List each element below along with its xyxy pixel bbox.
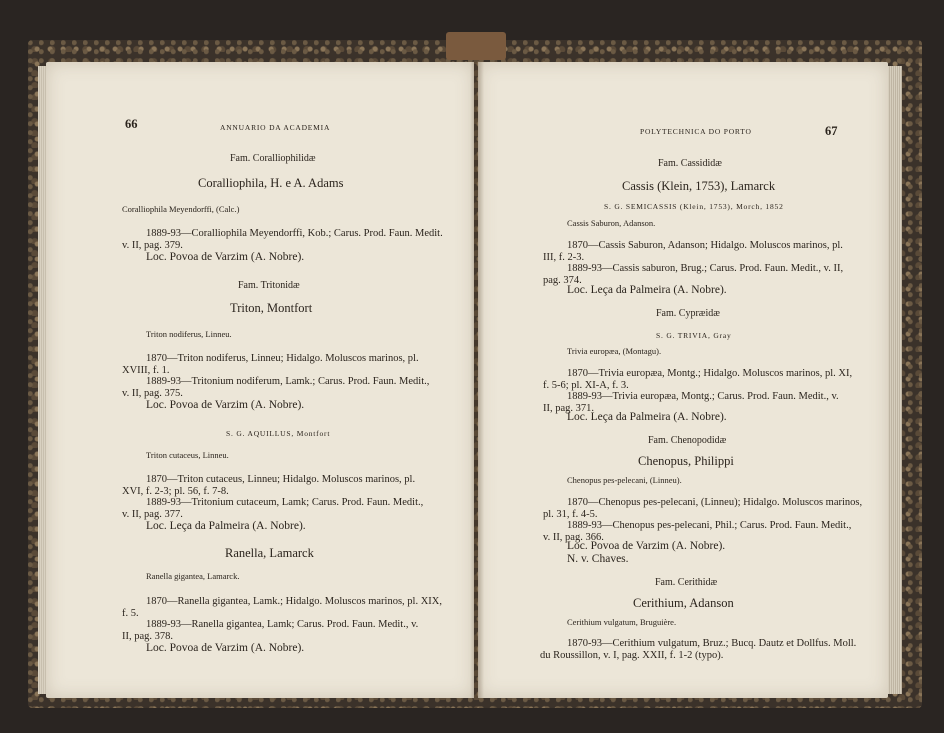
right-page-line: Fam. Cypræidæ [656, 308, 720, 319]
left-page-line: Loc. Povoa de Varzim (A. Nobre). [146, 642, 305, 654]
left-page-line: Triton, Montfort [230, 301, 313, 315]
right-page-line: Chenopus pes-pelecani, (Linneu). [567, 475, 682, 485]
right-page-line: 1889-93—Cassis saburon, Brug.; Carus. Prod. Faun. Medit., v. II, [567, 263, 844, 274]
left-page-line: XVI, f. 2-3; pl. 56, f. 7-8. [122, 486, 229, 497]
right-page-line: 1870—Cassis Saburon, Adanson; Hidalgo. Moluscos marinos, pl. [567, 240, 843, 251]
left-page-line: Loc. Povoa de Varzim (A. Nobre). [146, 399, 305, 411]
right-page-number: 67 [825, 124, 838, 138]
right-page-line: Cassis (Klein, 1753), Lamarck [622, 179, 776, 193]
right-page-line: II, pag. 371. [543, 403, 595, 414]
right-page-line: S. G. TRIVIA, Gray [656, 331, 732, 340]
left-page-line: Coralliophila Meyendorffi, (Calc.) [122, 204, 240, 214]
right-page-line: Cerithium vulgatum, Bruguière. [567, 617, 677, 627]
left-page-line: 1889-93—Tritonium nodiferum, Lamk.; Carus. Prod. Faun. Medit., [146, 376, 430, 387]
right-page-line: 1870—Chenopus pes-pelecani, (Linneu); Hidalgo. Moluscos marinos, [567, 497, 863, 508]
right-page-line: Loc. Leça da Palmeira (A. Nobre). [567, 411, 727, 423]
right-page-line: 1870—Trivia europæa, Montg.; Hidalgo. Moluscos marinos, pl. XI, [567, 368, 853, 379]
left-page-number: 66 [125, 117, 138, 131]
left-page-line: v. II, pag. 379. [122, 240, 183, 251]
right-page-line: pag. 374. [543, 275, 582, 286]
page-edges-right [886, 66, 902, 694]
left-page-line: 1889-93—Ranella gigantea, Lamk; Carus. Prod. Faun. Medit., v. [146, 619, 419, 630]
left-running-head: ANNUARIO DA ACADEMIA [220, 123, 331, 132]
left-page-line: II, pag. 378. [122, 631, 174, 642]
right-page-line: S. G. SEMICASSIS (Klein, 1753), Morch, 1852 [604, 202, 784, 211]
left-page-line: v. II, pag. 377. [122, 509, 183, 520]
left-page-line: v. II, pag. 375. [122, 388, 183, 399]
right-page-line: III, f. 2-3. [543, 252, 585, 263]
right-page-line: 1889-93—Trivia europæa, Montg.; Carus. Prod. Faun. Medit., v. [567, 391, 839, 402]
left-page-line: S. G. AQUILLUS, Montfort [226, 429, 331, 438]
right-page-line: Cassis Saburon, Adanson. [567, 218, 656, 228]
right-page-line: Loc. Leça da Palmeira (A. Nobre). [567, 284, 727, 296]
book-gutter [470, 62, 484, 698]
left-page-line: 1870—Ranella gigantea, Lamk.; Hidalgo. Moluscos marinos, pl. XIX, [146, 596, 442, 607]
left-page-line: Fam. Tritonidæ [238, 280, 300, 291]
left-page-line: 1889-93—Coralliophila Meyendorffi, Kob.; Carus. Prod. Faun. Medit. [146, 228, 443, 239]
left-page-line: Triton cutaceus, Linneu. [146, 450, 229, 460]
left-page-line: XVIII, f. 1. [122, 365, 170, 376]
right-page-line: Cerithium, Adanson [633, 596, 734, 610]
right-page-line: 1870-93—Cerithium vulgatum, Bruz.; Bucq. Dautz et Dollfus. Moll. [567, 638, 857, 649]
right-page-line: 1889-93—Chenopus pes-pelecani, Phil.; Carus. Prod. Faun. Medit., [567, 520, 852, 531]
right-page-line: f. 5-6; pl. XI-A, f. 3. [543, 380, 629, 391]
book-spine [446, 32, 506, 60]
right-page-line: N. v. Chaves. [567, 553, 629, 565]
right-running-head: POLYTECHNICA DO PORTO [640, 127, 752, 136]
right-page-line: Fam. Cassididæ [658, 158, 722, 169]
left-page-line: Coralliophila, H. e A. Adams [198, 176, 344, 190]
left-page-line: Fam. Coralliophilidæ [230, 153, 316, 164]
right-page-line: pl. 31, f. 4-5. [543, 509, 598, 520]
left-page-line: Ranella, Lamarck [225, 546, 314, 560]
right-page-line: Trivia europæa, (Montagu). [567, 346, 662, 356]
left-page-line: 1889-93—Tritonium cutaceum, Lamk; Carus. Prod. Faun. Medit., [146, 497, 424, 508]
left-page-line: Loc. Leça da Palmeira (A. Nobre). [146, 520, 306, 532]
left-page-line: f. 5. [122, 608, 139, 619]
right-page-line: Fam. Chenopodidæ [648, 435, 727, 446]
right-page-line: Chenopus, Philippi [638, 454, 734, 468]
left-page-line: 1870—Triton cutaceus, Linneu; Hidalgo. Moluscos marinos, pl. [146, 474, 416, 485]
left-page-line: 1870—Triton nodiferus, Linneu; Hidalgo. Moluscos marinos, pl. [146, 353, 419, 364]
left-page-line: Triton nodiferus, Linneu. [146, 329, 232, 339]
right-page-line: Loc. Povoa de Varzim (A. Nobre). [567, 540, 726, 552]
right-page-line: v. II, pag. 366. [543, 532, 604, 543]
left-page-line: Loc. Povoa de Varzim (A. Nobre). [146, 251, 305, 263]
right-page-line: du Roussillon, v. I, pag. XXII, f. 1-2 (typo). [540, 650, 724, 661]
right-page-line: Fam. Cerithidæ [655, 577, 718, 588]
left-page-line: Ranella gigantea, Lamarck. [146, 571, 240, 581]
